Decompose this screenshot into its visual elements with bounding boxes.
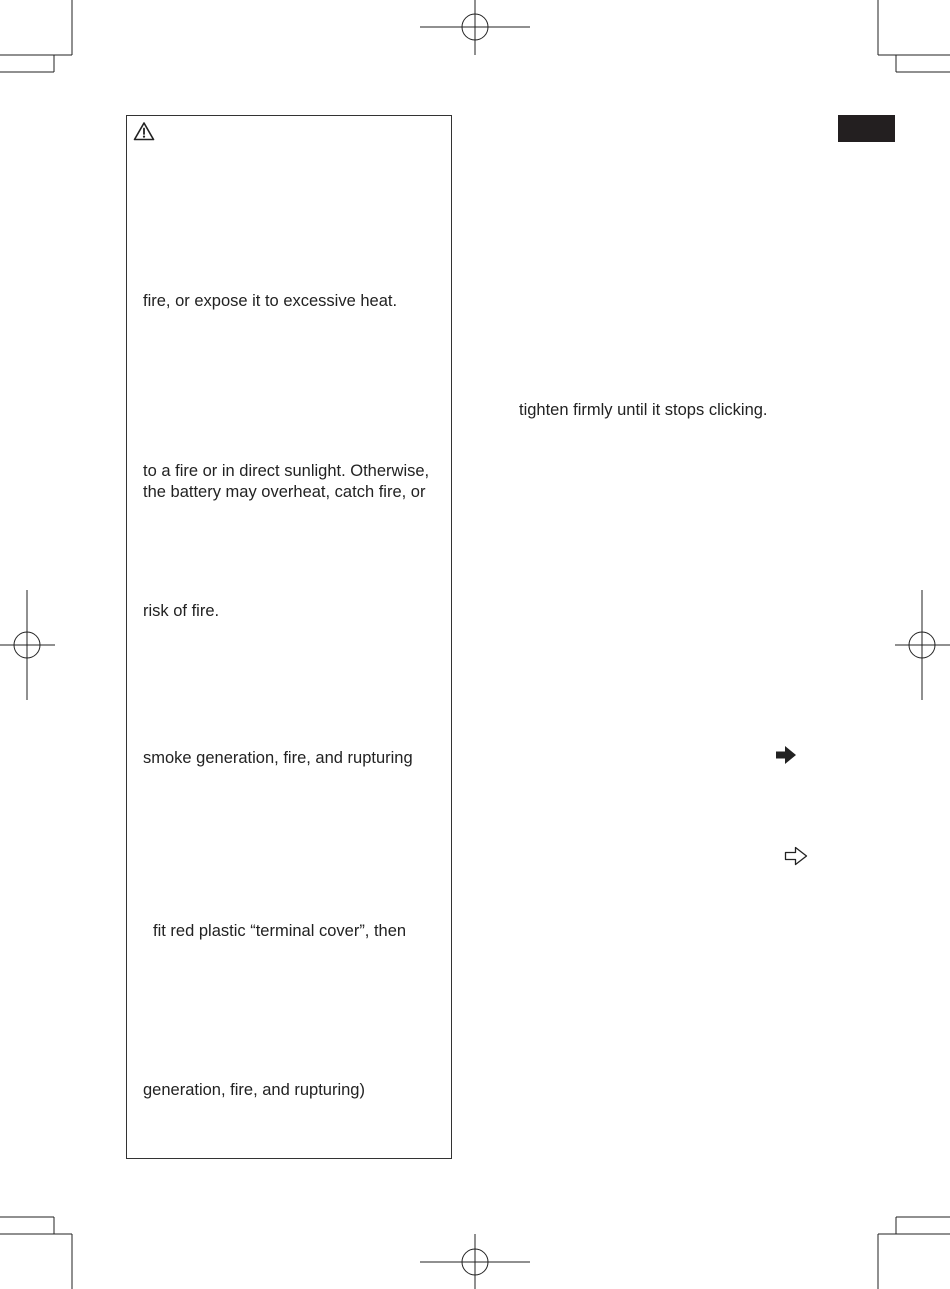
arrow-right-outline-icon bbox=[784, 846, 808, 866]
arrow-right-solid-icon bbox=[775, 745, 797, 765]
warning-text-line: risk of fire. bbox=[143, 602, 220, 620]
warning-text-line: the battery may overheat, catch fire, or bbox=[143, 483, 426, 501]
warning-text-line: fit red plastic “terminal cover”, then bbox=[153, 922, 407, 940]
warning-text-line: generation, fire, and rupturing) bbox=[143, 1081, 365, 1099]
instruction-text-line: tighten firmly until it stops clicking. bbox=[519, 401, 768, 419]
page-tab-marker bbox=[838, 115, 895, 142]
warning-text-line: fire, or expose it to excessive heat. bbox=[143, 292, 398, 310]
warning-text-line: to a fire or in direct sunlight. Otherwise, bbox=[143, 462, 430, 480]
warning-text-line: smoke generation, fire, and rupturing bbox=[143, 749, 413, 767]
warning-box bbox=[126, 115, 452, 1159]
warning-triangle-icon bbox=[133, 121, 155, 141]
